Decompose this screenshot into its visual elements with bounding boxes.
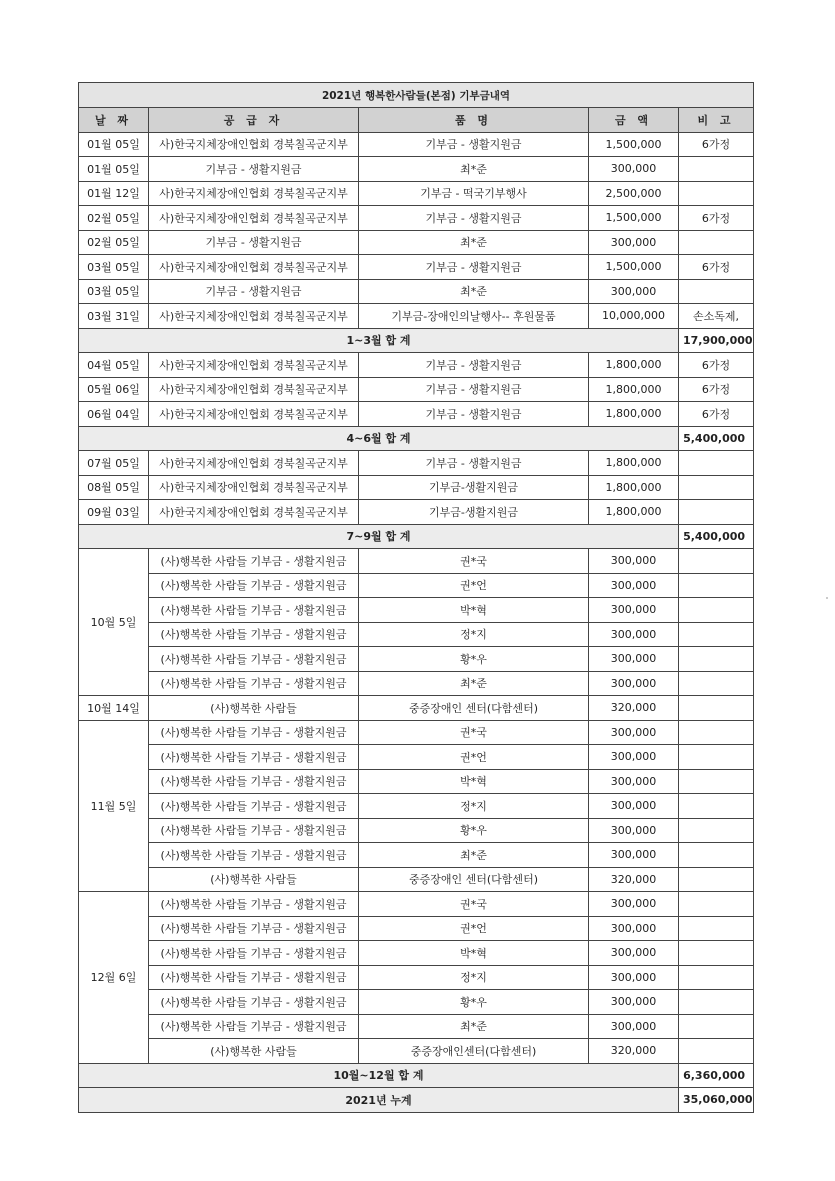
supplier-cell: (사)행복한 사람들 기부금 - 생활지원금 <box>149 892 359 917</box>
item-cell: 중증장애인센터(다함센터) <box>359 1039 589 1064</box>
subtotal-label: 10월~12월 합 계 <box>79 1063 679 1088</box>
table-row <box>79 157 754 182</box>
amount-cell: 1,800,000 <box>589 451 679 476</box>
note-cell <box>679 892 754 917</box>
table-row <box>79 941 754 966</box>
note-cell <box>679 671 754 696</box>
supplier-cell: (사)행복한 사람들 기부금 - 생활지원금 <box>149 549 359 574</box>
amount-cell: 300,000 <box>589 598 679 623</box>
note-cell: 6가정 <box>679 377 754 402</box>
amount-cell: 1,800,000 <box>589 402 679 427</box>
header-item: 품 명 <box>359 108 589 133</box>
amount-cell: 300,000 <box>589 916 679 941</box>
amount-cell: 300,000 <box>589 794 679 819</box>
amount-cell: 320,000 <box>589 1039 679 1064</box>
item-cell: 기부금-장애인의날행사-- 후원물품 <box>359 304 589 329</box>
supplier-cell: (사)행복한 사람들 기부금 - 생활지원금 <box>149 769 359 794</box>
supplier-cell: (사)행복한 사람들 기부금 - 생활지원금 <box>149 794 359 819</box>
supplier-cell: (사)행복한 사람들 기부금 - 생활지원금 <box>149 843 359 868</box>
note-cell <box>679 769 754 794</box>
subtotal-label: 2021년 누계 <box>79 1088 679 1113</box>
item-cell: 기부금 - 생활지원금 <box>359 206 589 231</box>
table-row <box>79 132 754 157</box>
table-row <box>79 622 754 647</box>
amount-cell: 300,000 <box>589 990 679 1015</box>
item-cell: 박*혁 <box>359 941 589 966</box>
item-cell: 정*지 <box>359 965 589 990</box>
supplier-cell: 사)한국지체장애인협회 경북칠곡군지부 <box>149 451 359 476</box>
amount-cell: 300,000 <box>589 622 679 647</box>
supplier-cell: (사)행복한 사람들 기부금 - 생활지원금 <box>149 671 359 696</box>
amount-cell: 1,500,000 <box>589 132 679 157</box>
note-cell: 6가정 <box>679 132 754 157</box>
amount-cell: 300,000 <box>589 769 679 794</box>
table-row <box>79 181 754 206</box>
scan-speck <box>826 597 828 599</box>
date-cell: 09월 03일 <box>79 500 149 525</box>
note-cell <box>679 1039 754 1064</box>
supplier-cell: (사)행복한 사람들 기부금 - 생활지원금 <box>149 818 359 843</box>
title-row <box>79 83 754 108</box>
table-row <box>79 475 754 500</box>
note-cell <box>679 500 754 525</box>
item-cell: 중증장애인 센터(다함센터) <box>359 867 589 892</box>
note-cell <box>679 696 754 721</box>
table-row <box>79 573 754 598</box>
header-date: 날 짜 <box>79 108 149 133</box>
table-row <box>79 818 754 843</box>
item-cell: 기부금 - 생활지원금 <box>359 402 589 427</box>
item-cell: 최*준 <box>359 279 589 304</box>
amount-cell: 300,000 <box>589 745 679 770</box>
amount-cell: 1,500,000 <box>589 255 679 280</box>
table-row <box>79 671 754 696</box>
amount-cell: 300,000 <box>589 965 679 990</box>
item-cell: 기부금 - 떡국기부행사 <box>359 181 589 206</box>
amount-cell: 300,000 <box>589 720 679 745</box>
item-cell: 권*언 <box>359 916 589 941</box>
subtotal-row <box>79 426 754 451</box>
table-row <box>79 230 754 255</box>
item-cell: 기부금 - 생활지원금 <box>359 132 589 157</box>
date-cell: 10월 14일 <box>79 696 149 721</box>
table-row <box>79 696 754 721</box>
item-cell: 최*준 <box>359 843 589 868</box>
table-row <box>79 745 754 770</box>
item-cell: 황*우 <box>359 990 589 1015</box>
table-row <box>79 279 754 304</box>
note-cell: 6가정 <box>679 255 754 280</box>
table-row <box>79 769 754 794</box>
header-note: 비 고 <box>679 108 754 133</box>
item-cell: 최*준 <box>359 230 589 255</box>
supplier-cell: (사)행복한 사람들 기부금 - 생활지원금 <box>149 745 359 770</box>
date-cell: 04월 05일 <box>79 353 149 378</box>
item-cell: 기부금 - 생활지원금 <box>359 377 589 402</box>
item-cell: 권*국 <box>359 549 589 574</box>
supplier-cell: (사)행복한 사람들 기부금 - 생활지원금 <box>149 990 359 1015</box>
note-cell <box>679 990 754 1015</box>
note-cell <box>679 1014 754 1039</box>
item-cell: 황*우 <box>359 647 589 672</box>
supplier-cell: 사)한국지체장애인협회 경북칠곡군지부 <box>149 402 359 427</box>
note-cell <box>679 720 754 745</box>
amount-cell: 300,000 <box>589 230 679 255</box>
note-cell <box>679 573 754 598</box>
supplier-cell: 사)한국지체장애인협회 경북칠곡군지부 <box>149 132 359 157</box>
note-cell: 6가정 <box>679 206 754 231</box>
supplier-cell: 기부금 - 생활지원금 <box>149 279 359 304</box>
note-cell <box>679 451 754 476</box>
table-row <box>79 598 754 623</box>
supplier-cell: (사)행복한 사람들 기부금 - 생활지원금 <box>149 598 359 623</box>
supplier-cell: (사)행복한 사람들 기부금 - 생활지원금 <box>149 720 359 745</box>
date-cell: 12월 6일 <box>79 892 149 1064</box>
note-cell <box>679 941 754 966</box>
item-cell: 박*혁 <box>359 769 589 794</box>
table-row <box>79 353 754 378</box>
amount-cell: 300,000 <box>589 1014 679 1039</box>
supplier-cell: 사)한국지체장애인협회 경북칠곡군지부 <box>149 255 359 280</box>
item-cell: 기부금-생활지원금 <box>359 475 589 500</box>
subtotal-row <box>79 524 754 549</box>
table-row <box>79 794 754 819</box>
table-row <box>79 549 754 574</box>
table-row <box>79 916 754 941</box>
note-cell <box>679 647 754 672</box>
amount-cell: 300,000 <box>589 573 679 598</box>
note-cell <box>679 475 754 500</box>
amount-cell: 320,000 <box>589 867 679 892</box>
amount-cell: 10,000,000 <box>589 304 679 329</box>
ledger-title: 2021년 행복한사람들(본점) 기부금내역 <box>79 83 754 108</box>
amount-cell: 300,000 <box>589 279 679 304</box>
date-cell: 03월 05일 <box>79 255 149 280</box>
supplier-cell: 사)한국지체장애인협회 경북칠곡군지부 <box>149 353 359 378</box>
amount-cell: 300,000 <box>589 549 679 574</box>
item-cell: 기부금 - 생활지원금 <box>359 353 589 378</box>
subtotal-row <box>79 1088 754 1113</box>
subtotal-label: 7~9월 합 계 <box>79 524 679 549</box>
note-cell <box>679 622 754 647</box>
date-cell: 01월 05일 <box>79 132 149 157</box>
supplier-cell: (사)행복한 사람들 기부금 - 생활지원금 <box>149 1014 359 1039</box>
subtotal-value: 5,400,000 <box>679 426 754 451</box>
date-cell: 02월 05일 <box>79 206 149 231</box>
table-row <box>79 965 754 990</box>
supplier-cell: 사)한국지체장애인협회 경북칠곡군지부 <box>149 377 359 402</box>
donation-ledger-table <box>78 82 754 1113</box>
item-cell: 기부금-생활지원금 <box>359 500 589 525</box>
table-row <box>79 892 754 917</box>
date-cell: 05월 06일 <box>79 377 149 402</box>
note-cell <box>679 843 754 868</box>
date-cell: 01월 12일 <box>79 181 149 206</box>
table-row <box>79 990 754 1015</box>
supplier-cell: (사)행복한 사람들 <box>149 1039 359 1064</box>
item-cell: 최*준 <box>359 671 589 696</box>
date-cell: 01월 05일 <box>79 157 149 182</box>
supplier-cell: 사)한국지체장애인협회 경북칠곡군지부 <box>149 475 359 500</box>
note-cell <box>679 181 754 206</box>
amount-cell: 300,000 <box>589 818 679 843</box>
header-supplier: 공 급 자 <box>149 108 359 133</box>
ledger-body <box>79 83 754 1113</box>
note-cell: 6가정 <box>679 353 754 378</box>
amount-cell: 300,000 <box>589 671 679 696</box>
table-row <box>79 647 754 672</box>
supplier-cell: (사)행복한 사람들 기부금 - 생활지원금 <box>149 647 359 672</box>
date-cell: 08월 05일 <box>79 475 149 500</box>
note-cell <box>679 549 754 574</box>
amount-cell: 1,800,000 <box>589 353 679 378</box>
date-cell: 10월 5일 <box>79 549 149 696</box>
item-cell: 정*지 <box>359 794 589 819</box>
note-cell <box>679 916 754 941</box>
supplier-cell: 사)한국지체장애인협회 경북칠곡군지부 <box>149 304 359 329</box>
date-cell: 06월 04일 <box>79 402 149 427</box>
amount-cell: 300,000 <box>589 647 679 672</box>
date-cell: 03월 05일 <box>79 279 149 304</box>
amount-cell: 2,500,000 <box>589 181 679 206</box>
table-row <box>79 867 754 892</box>
subtotal-row <box>79 328 754 353</box>
note-cell: 손소독제, <box>679 304 754 329</box>
amount-cell: 300,000 <box>589 157 679 182</box>
subtotal-label: 4~6월 합 계 <box>79 426 679 451</box>
amount-cell: 1,800,000 <box>589 500 679 525</box>
note-cell <box>679 745 754 770</box>
item-cell: 최*준 <box>359 1014 589 1039</box>
table-row <box>79 255 754 280</box>
amount-cell: 300,000 <box>589 941 679 966</box>
subtotal-value: 6,360,000 <box>679 1063 754 1088</box>
supplier-cell: 사)한국지체장애인협회 경북칠곡군지부 <box>149 181 359 206</box>
item-cell: 권*언 <box>359 745 589 770</box>
item-cell: 기부금 - 생활지원금 <box>359 451 589 476</box>
note-cell <box>679 230 754 255</box>
subtotal-value: 5,400,000 <box>679 524 754 549</box>
item-cell: 권*국 <box>359 720 589 745</box>
amount-cell: 320,000 <box>589 696 679 721</box>
subtotal-row <box>79 1063 754 1088</box>
note-cell <box>679 279 754 304</box>
item-cell: 황*우 <box>359 818 589 843</box>
table-row <box>79 500 754 525</box>
subtotal-value: 17,900,000 <box>679 328 754 353</box>
table-row <box>79 304 754 329</box>
table-row <box>79 451 754 476</box>
header-amount: 금 액 <box>589 108 679 133</box>
supplier-cell: (사)행복한 사람들 기부금 - 생활지원금 <box>149 573 359 598</box>
note-cell <box>679 794 754 819</box>
note-cell <box>679 867 754 892</box>
item-cell: 중증장애인 센터(다함센터) <box>359 696 589 721</box>
amount-cell: 1,800,000 <box>589 377 679 402</box>
date-cell: 02월 05일 <box>79 230 149 255</box>
supplier-cell: (사)행복한 사람들 기부금 - 생활지원금 <box>149 916 359 941</box>
date-cell: 03월 31일 <box>79 304 149 329</box>
item-cell: 권*국 <box>359 892 589 917</box>
table-row <box>79 402 754 427</box>
amount-cell: 300,000 <box>589 843 679 868</box>
table-row <box>79 843 754 868</box>
amount-cell: 1,800,000 <box>589 475 679 500</box>
amount-cell: 300,000 <box>589 892 679 917</box>
supplier-cell: (사)행복한 사람들 <box>149 867 359 892</box>
table-row <box>79 377 754 402</box>
item-cell: 정*지 <box>359 622 589 647</box>
item-cell: 권*언 <box>359 573 589 598</box>
note-cell: 6가정 <box>679 402 754 427</box>
item-cell: 최*준 <box>359 157 589 182</box>
supplier-cell: (사)행복한 사람들 기부금 - 생활지원금 <box>149 941 359 966</box>
note-cell <box>679 965 754 990</box>
item-cell: 박*혁 <box>359 598 589 623</box>
table-row <box>79 1039 754 1064</box>
table-row <box>79 1014 754 1039</box>
subtotal-label: 1~3월 합 계 <box>79 328 679 353</box>
table-row <box>79 720 754 745</box>
date-cell: 11월 5일 <box>79 720 149 892</box>
note-cell <box>679 598 754 623</box>
table-row <box>79 206 754 231</box>
note-cell <box>679 818 754 843</box>
supplier-cell: (사)행복한 사람들 기부금 - 생활지원금 <box>149 965 359 990</box>
amount-cell: 1,500,000 <box>589 206 679 231</box>
supplier-cell: (사)행복한 사람들 기부금 - 생활지원금 <box>149 622 359 647</box>
supplier-cell: 사)한국지체장애인협회 경북칠곡군지부 <box>149 206 359 231</box>
supplier-cell: 기부금 - 생활지원금 <box>149 230 359 255</box>
header-row <box>79 108 754 133</box>
subtotal-value: 35,060,000 <box>679 1088 754 1113</box>
supplier-cell: 사)한국지체장애인협회 경북칠곡군지부 <box>149 500 359 525</box>
item-cell: 기부금 - 생활지원금 <box>359 255 589 280</box>
supplier-cell: (사)행복한 사람들 <box>149 696 359 721</box>
supplier-cell: 기부금 - 생활지원금 <box>149 157 359 182</box>
note-cell <box>679 157 754 182</box>
date-cell: 07월 05일 <box>79 451 149 476</box>
